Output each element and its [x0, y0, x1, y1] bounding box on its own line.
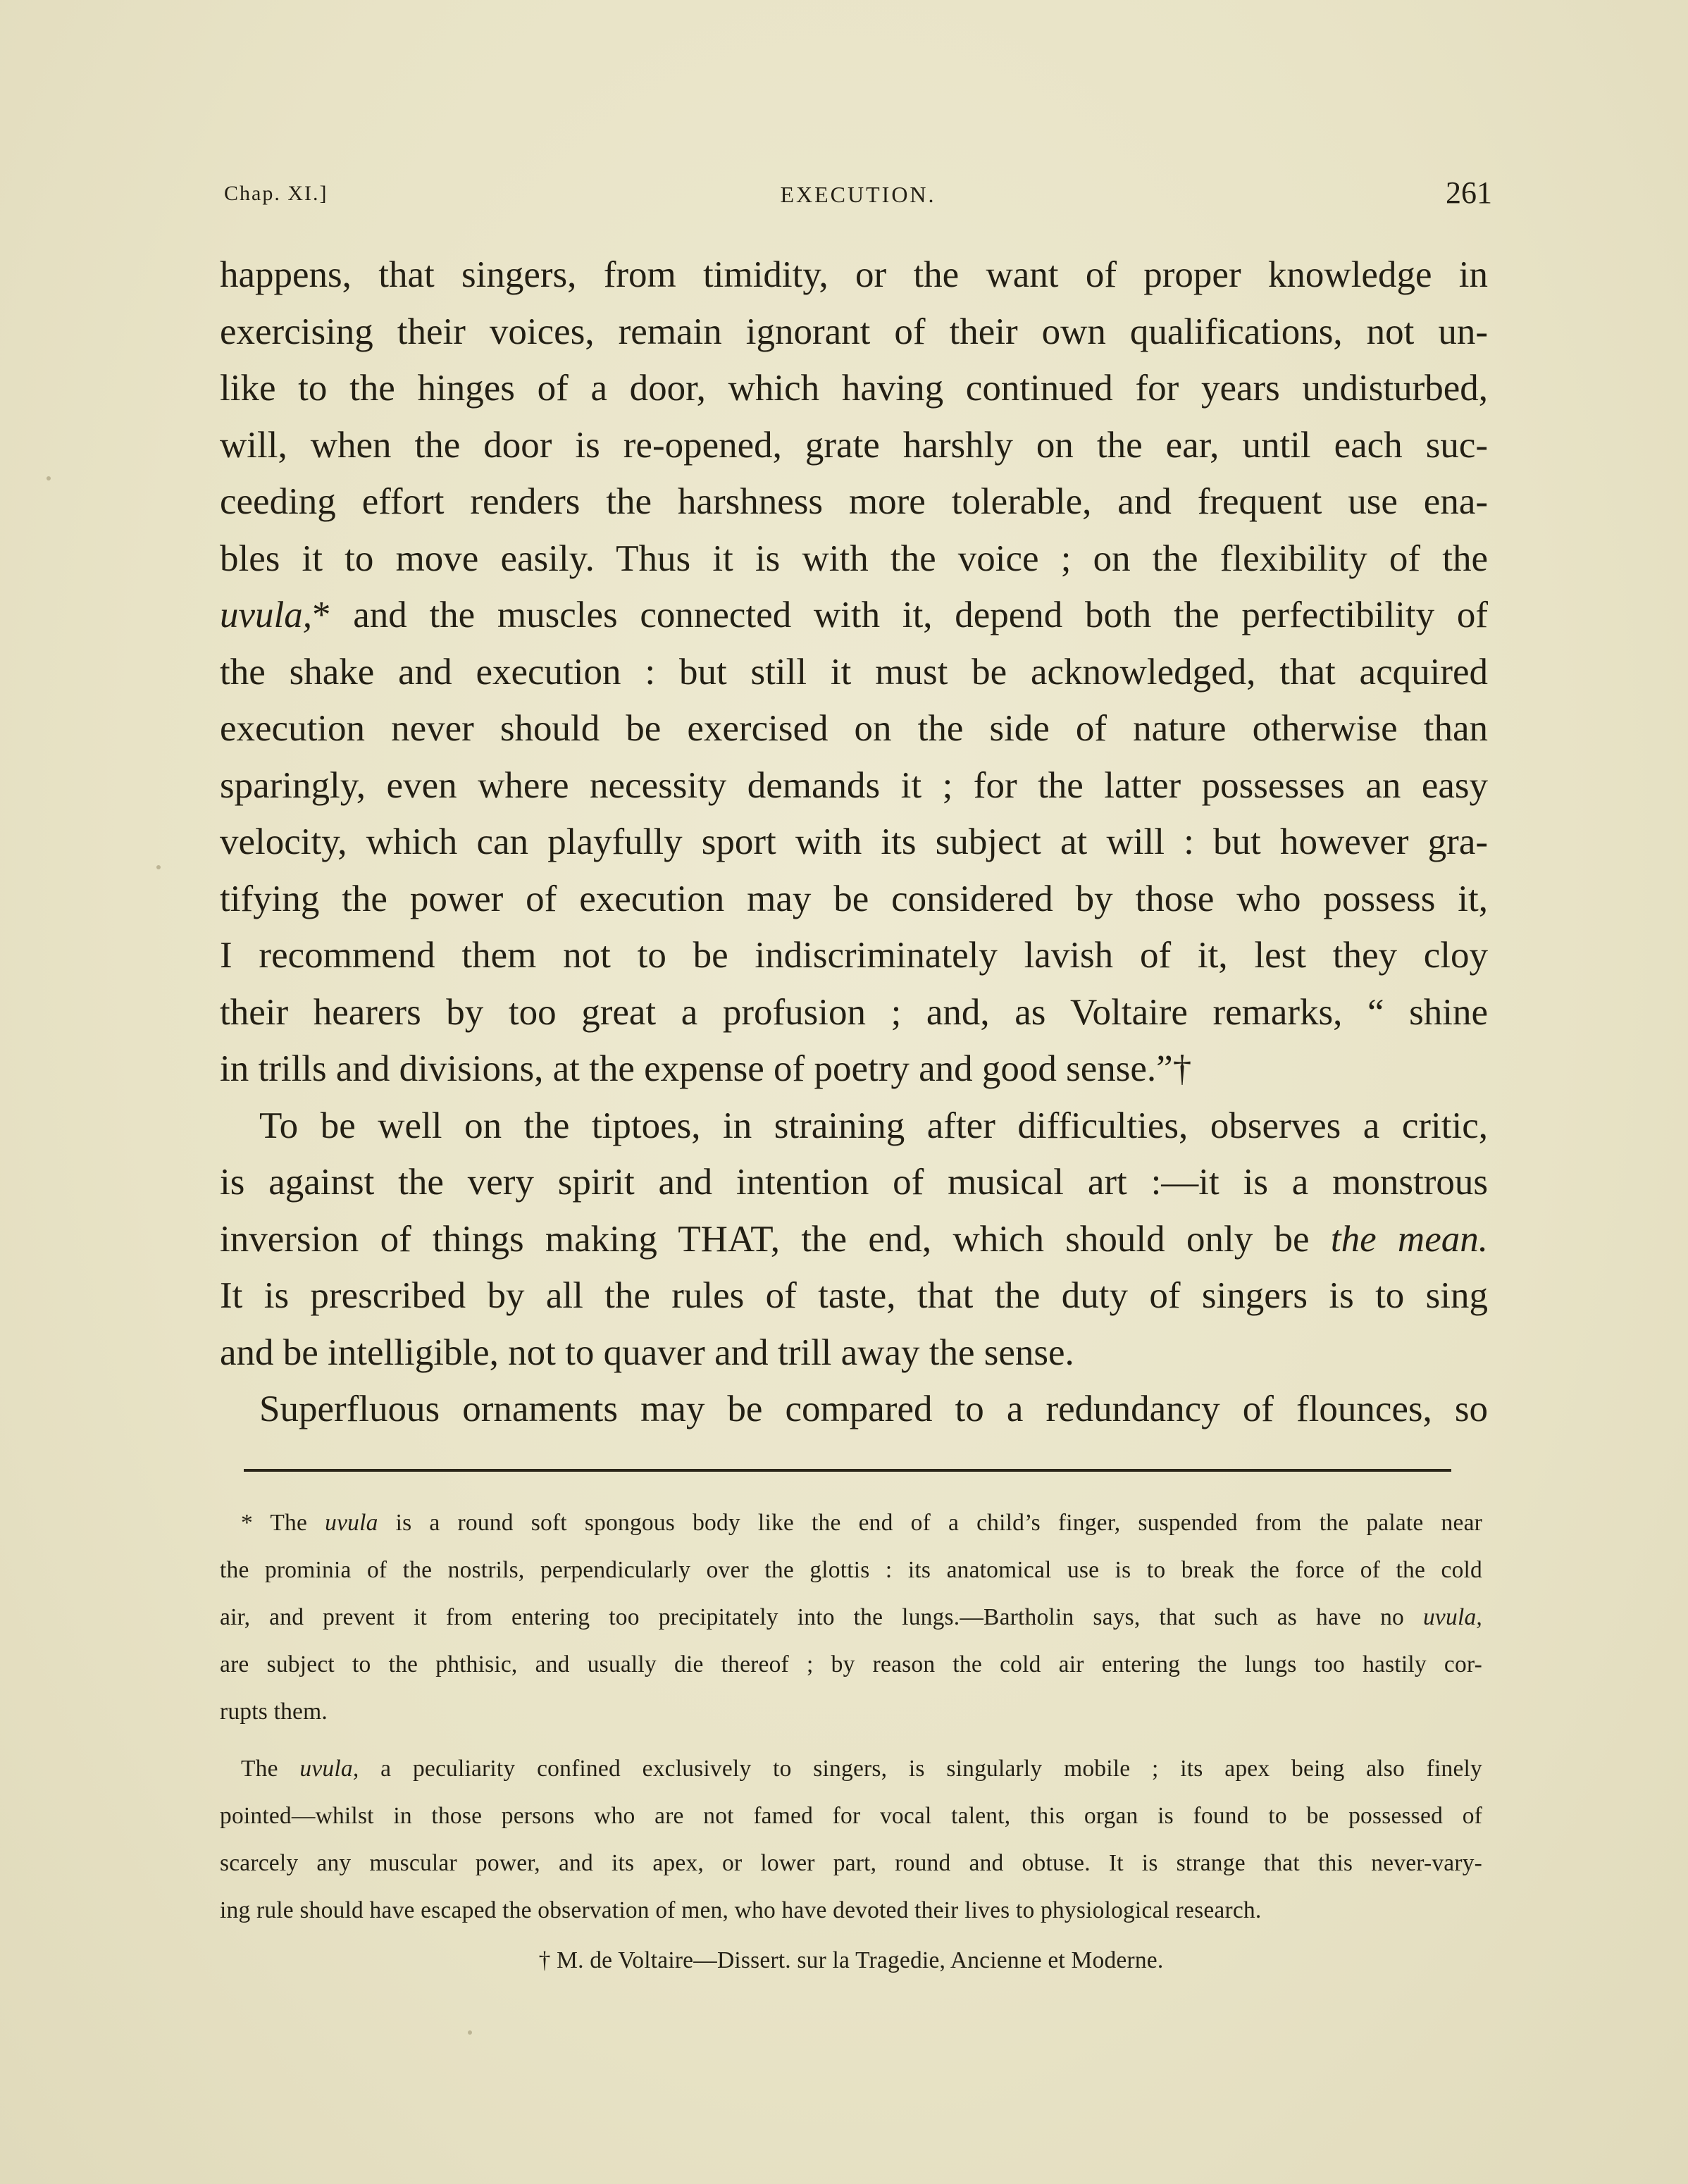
running-head — [224, 175, 1492, 217]
text-line: happens, that singers, from timidity, or the want of proper knowledge in — [220, 254, 1488, 295]
footnote-line: pointed—whilst in those persons who are not famed for vocal talent, this organ is found to be possessed of — [220, 1803, 1482, 1829]
text-line: will, when the door is re-opened, grate harshly on the ear, until each suc- — [220, 424, 1488, 466]
text-line: like to the hinges of a door, which having continued for years undisturbed, — [220, 368, 1488, 409]
text-line: their hearers by too great a profusion ; and, as Voltaire remarks, “ shine — [220, 991, 1488, 1033]
italic-term: uvula, — [220, 595, 312, 635]
paper-speck — [46, 476, 51, 480]
footnote-gap — [220, 1735, 1482, 1745]
text-line: velocity, which can playfully sport with its subject at will : but however gra- — [220, 821, 1488, 862]
text-line: ceeding effort renders the harshness more tolerable, and frequent use ena- — [220, 481, 1488, 522]
text-line: inversion of things making THAT, the end, which should only be the mean. — [220, 1218, 1488, 1260]
text-line: tifying the power of execution may be considered by those who possess it, — [220, 878, 1488, 919]
footnotes — [220, 1499, 1482, 1984]
page-number: 261 — [1446, 175, 1492, 210]
main-text — [220, 247, 1488, 1438]
text-line: bles it to move easily. Thus it is with the voice ; on the flexibility of the — [220, 538, 1488, 579]
footnote-line: scarcely any muscular power, and its apex, or lower part, round and obtuse. It is strange that this never-vary- — [220, 1850, 1482, 1876]
footnote-line: † M. de Voltaire—Dissert. sur la Tragedie, Ancienne et Moderne. — [538, 1947, 1164, 1973]
footnote-line: air, and prevent it from entering too precipitately into the lungs.—Bartholin says, that such as have no uvula, — [220, 1604, 1482, 1630]
text-line: sparingly, even where necessity demands it ; for the latter possesses an easy — [220, 764, 1488, 806]
footnote-line: The uvula, a peculiarity confined exclusively to singers, is singularly mobile ; its apex being also finely — [241, 1756, 1482, 1782]
footnote-line: are subject to the phthisic, and usually die thereof ; by reason the cold air entering the lungs too hastily cor- — [220, 1651, 1482, 1677]
text-line: To be well on the tiptoes, in straining after difficulties, observes a critic, — [259, 1105, 1488, 1146]
section-title: EXECUTION. — [780, 182, 936, 207]
footnote-line: rupts them. — [220, 1699, 328, 1725]
text-line: execution never should be exercised on the side of nature otherwise than — [220, 708, 1488, 749]
paper-speck — [468, 2030, 472, 2035]
text-line: uvula,* and the muscles connected with it, depend both the perfectibility of — [220, 595, 1488, 635]
text-line: I recommend them not to be indiscriminately lavish of it, lest they cloy — [220, 935, 1488, 976]
footnote-line: * The uvula is a round soft spongous body like the end of a child’s finger, suspended from the palate near — [241, 1510, 1482, 1536]
italic-term: the mean. — [1330, 1218, 1488, 1260]
text-line: the shake and execution : but still it must be acknowledged, that acquired — [220, 651, 1488, 693]
footnote-line: ing rule should have escaped the observation of men, who have devoted their lives to physiological research. — [220, 1897, 1262, 1923]
text-line: in trills and divisions, at the expense of poetry and good sense.”† — [220, 1048, 1192, 1089]
text-line: exercising their voices, remain ignorant of their own qualifications, not un- — [220, 311, 1488, 352]
chapter-label: Chap. XI.] — [224, 182, 328, 205]
footnote-line: the prominia of the nostrils, perpendicularly over the glottis : its anatomical use is to break the force of the cold — [220, 1557, 1482, 1583]
italic-term: uvula, — [1422, 1604, 1482, 1630]
text-line: It is prescribed by all the rules of taste, that the duty of singers is to sing — [220, 1275, 1488, 1316]
footnote-rule — [244, 1469, 1451, 1472]
italic-term: uvula — [325, 1510, 378, 1536]
text-line: and be intelligible, not to quaver and trill away the sense. — [220, 1332, 1074, 1373]
paper-speck — [156, 865, 161, 869]
text-line: is against the very spirit and intention of musical art :—it is a monstrous — [220, 1162, 1488, 1203]
italic-term: uvula, — [299, 1756, 359, 1782]
text-line: Superfluous ornaments may be compared to a redundancy of flounces, so — [259, 1389, 1488, 1429]
